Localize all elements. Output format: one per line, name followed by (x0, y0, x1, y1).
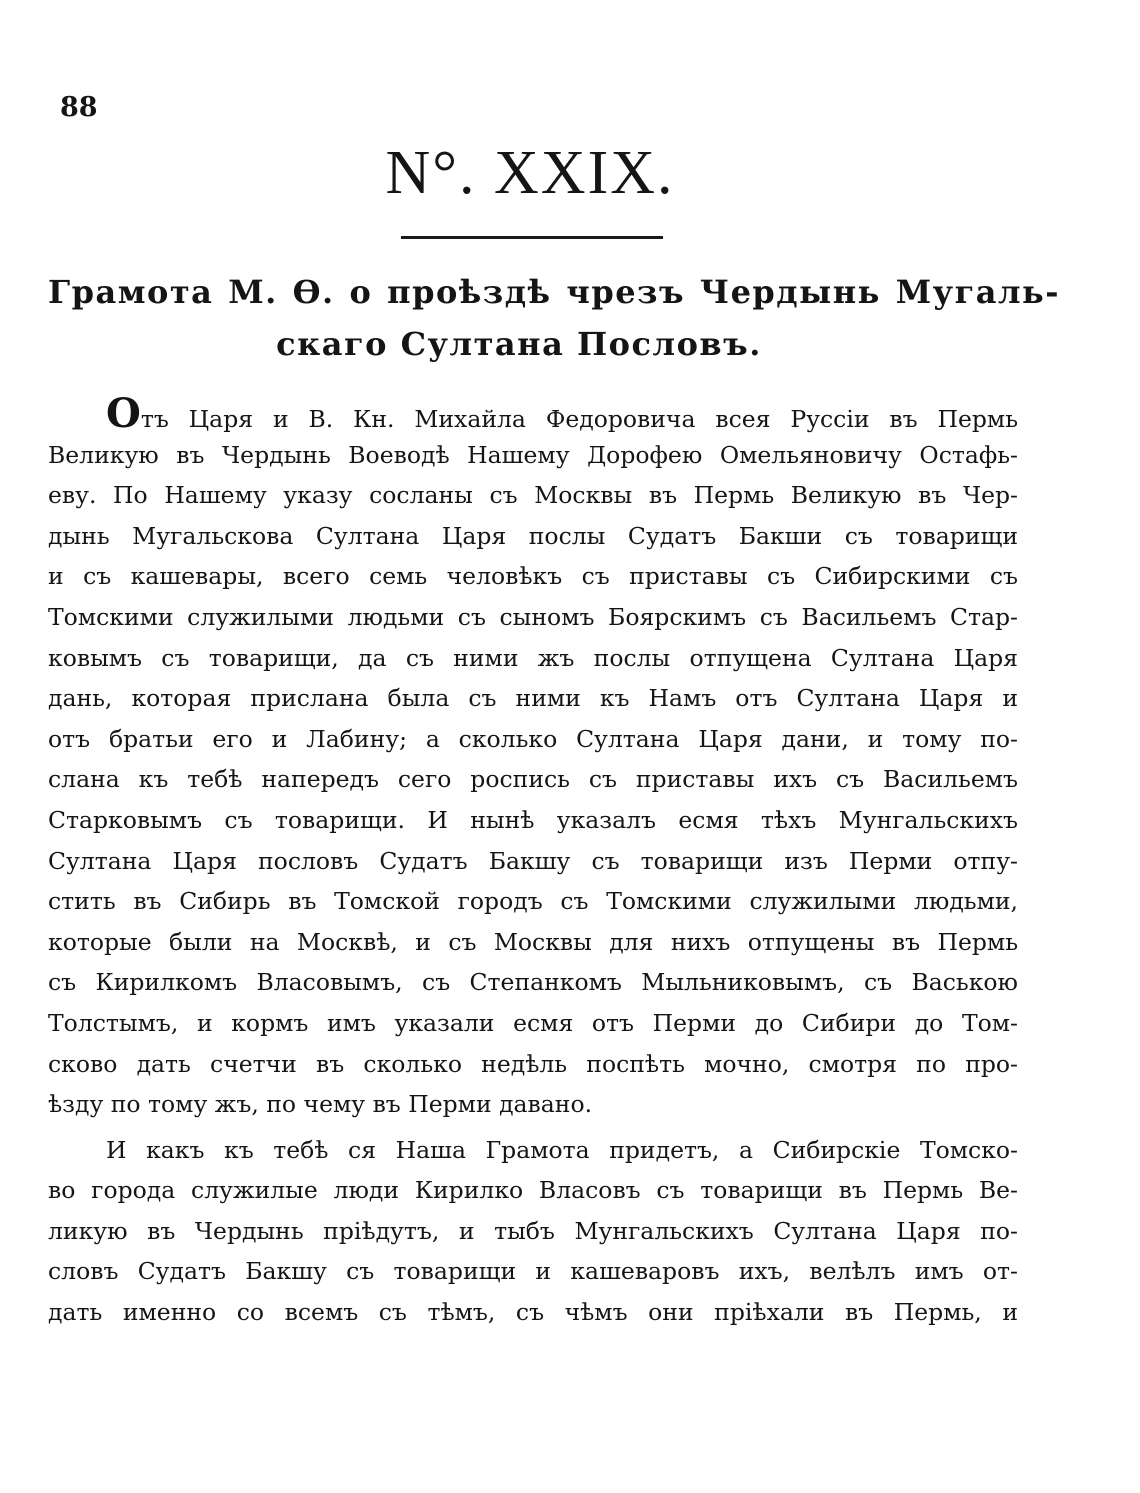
text-line: ковымъ съ товарищи, да съ ними жъ послы отпущена Султана Царя (48, 643, 1018, 672)
text-line: отъ братьи его и Лабину; а сколько Султана Царя дани, и тому по- (48, 724, 1018, 753)
text-line: ликую въ Чердынь пріѣдутъ, и тыбъ Мунгальскихъ Султана Царя по- (48, 1216, 1018, 1245)
text-line: во города служилые люди Кирилко Власовъ съ товарищи въ Пермь Ве- (48, 1176, 1018, 1205)
text-line: съ Кирилкомъ Власовымъ, съ Степанкомъ Мыльниковымъ, съ Ваською (48, 968, 1018, 997)
text-line: ѣзду по тому жъ, по чему въ Перми давано. (48, 1090, 593, 1119)
text-line: еву. По Нашему указу сосланы съ Москвы въ Пермь Великую въ Чер- (48, 481, 1018, 510)
paragraph-2 (48, 1130, 1018, 1333)
text-line: словъ Судатъ Бакшу съ товарищи и кашеваровъ ихъ, велѣлъ имъ от- (48, 1257, 1018, 1286)
text-line: сково дать счетчи въ сколько недѣль поспѣть мочно, смотря по про- (48, 1049, 1018, 1078)
text-line: Толстымъ, и кормъ имъ указали есмя отъ Перми до Сибири до Том- (48, 1008, 1018, 1037)
text-line: дынь Мугальскова Султана Царя послы Судатъ Бакши съ товарищи (48, 521, 1018, 550)
text-line: дань, которая прислана была съ ними къ Намъ отъ Султана Царя и (48, 684, 1018, 713)
first-line-rest: тъ Царя и В. Кн. Михайла Федоровича всея Руссіи въ Пермь (140, 405, 1018, 433)
text-line: слана къ тебѣ напередъ сего роспись съ приставы ихъ съ Васильемъ (48, 765, 1018, 794)
paragraph-1 (48, 394, 1018, 1125)
text-line: и съ кашевары, всего семь человѣкъ съ приставы съ Сибирскими съ (48, 562, 1018, 591)
page-number: 88 (60, 92, 98, 123)
heading-line: Грамота М. Ѳ. о проѣздѣ чрезъ Чердынь Мугаль- (48, 273, 1060, 311)
text-line: Султана Царя пословъ Судатъ Бакшу съ товарищи изъ Перми отпу- (48, 846, 1018, 875)
heading-line: скаго Султана Пословъ. (276, 325, 762, 363)
text-line: Томскими служилыми людьми съ сыномъ Боярскимъ съ Васильемъ Стар- (48, 602, 1018, 631)
text-line: Великую въ Чердынь Воеводѣ Нашему Дорофею Омельяновичу Остафь- (48, 440, 1018, 469)
text-line: дать именно со всемъ съ тѣмъ, съ чѣмъ они пріѣхали въ Пермь, и (48, 1298, 1018, 1327)
text-line: И какъ къ тебѣ ся Наша Грамота придетъ, а Сибирскіе Томско- (106, 1135, 1018, 1164)
text-line (48, 394, 1018, 435)
document-number: N°. XXIX. (385, 139, 675, 207)
drop-cap: О (106, 394, 141, 435)
body-text (48, 394, 1018, 1333)
text-line: Старковымъ съ товарищи. И нынѣ указалъ есмя тѣхъ Мунгальскихъ (48, 805, 1018, 834)
text-line: которые были на Москвѣ, и съ Москвы для нихъ отпущены въ Пермь (48, 927, 1018, 956)
text-line: стить въ Сибирь въ Томской городъ съ Томскими служилыми людьми, (48, 887, 1018, 916)
title-rule (401, 236, 663, 239)
document-heading (48, 266, 1060, 370)
